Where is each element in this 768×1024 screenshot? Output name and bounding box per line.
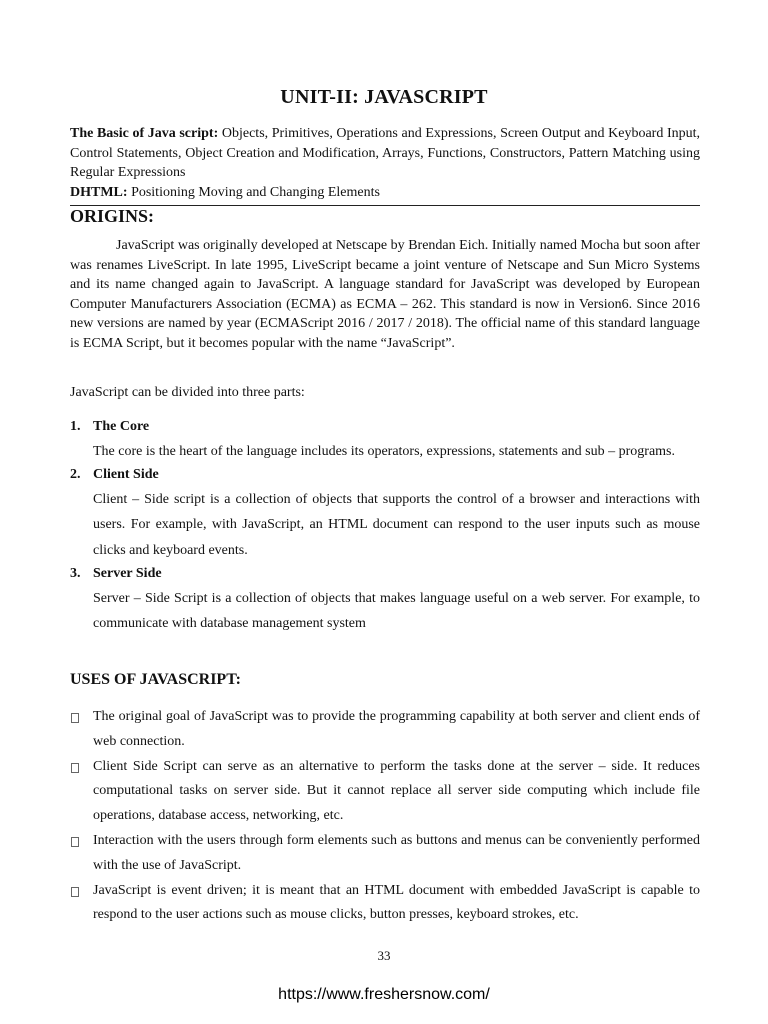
uses-list — [70, 705, 700, 928]
list-item — [70, 705, 700, 754]
part-description: The core is the heart of the language includes its operators, expressions, statements and sub – programs. — [93, 444, 676, 459]
part-title: Client Side — [93, 467, 159, 483]
footer-url-link[interactable]: https://www.freshersnow.com/ — [278, 986, 490, 1003]
syllabus-basics — [70, 124, 700, 183]
uses-heading: USES OF JAVASCRIPT: — [70, 671, 242, 688]
use-text: JavaScript is event driven; it is meant that an HTML document with embedded JavaScript is capable to respond to the user actions such as mouse clicks, button presses, keyboard strokes, etc. — [93, 882, 700, 923]
syllabus-basics-label: The Basic of Java script: — [70, 126, 219, 141]
use-text: The original goal of JavaScript was to provide the programming capability at both server and client ends of web connection. — [93, 709, 700, 749]
use-text: Interaction with the users through form elements such as buttons and menus can be conveniently performed with the use of JavaScript. — [93, 832, 700, 873]
list-item — [70, 418, 700, 464]
page-number: 33 — [377, 948, 391, 963]
use-text: Client Side Script can serve as an alternative to perform the tasks done at the server – side. It reduces computational tasks on server side. But it cannot replace all server side computing which include file operations, database access, networking, etc. — [93, 758, 700, 823]
bullet-box-icon — [71, 713, 79, 723]
bullet-box-icon — [71, 887, 79, 897]
bullet-box-icon — [71, 763, 79, 773]
part-number: 3. — [70, 565, 81, 581]
part-number: 2. — [70, 467, 81, 483]
origins-paragraph: JavaScript was originally developed at Netscape by Brendan Eich. Initially named Mocha but soon after was renames LiveScript. In late 1995, LiveScript became a joint venture of Netscape and Sun Micro Systems and its name changed again to JavaScript. A language standard for JavaScript was developed by European Computer Manufacturers Association (ECMA) as ECMA – 262. This standard is now in Version6. Since 2016 new versions are named by year (ECMAScript 2016 / 2017 / 2018). The official name of this standard language is ECMA Script, but it becomes popular with the name “JavaScript”. — [70, 238, 700, 351]
syllabus-basics-text: Objects, Primitives, Operations and Expressions, Screen Output and Keyboard Input, Control Statements, Object Creation and Modification, Arrays, Functions, Constructors, Pattern Matching using Regular Expressions — [70, 126, 701, 180]
part-description: Server – Side Script is a collection of objects that makes language useful on a web server. For example, to communicate with database management system — [93, 590, 700, 632]
list-item — [70, 879, 700, 928]
page-title: UNIT-II: JAVASCRIPT — [280, 86, 488, 108]
bullet-box-icon — [71, 837, 79, 847]
parts-intro: JavaScript can be divided into three parts: — [70, 385, 305, 400]
horizontal-divider — [70, 205, 700, 206]
list-item — [70, 829, 700, 878]
parts-list — [70, 418, 700, 636]
part-description: Client – Side script is a collection of objects that supports the control of a browser and interactions with users. For example, with JavaScript, an HTML document can respond to the user inputs such as mouse clicks and keyboard events. — [93, 492, 700, 558]
origins-heading: ORIGINS: — [70, 206, 155, 226]
syllabus-dhtml-label: DHTML: — [70, 184, 128, 200]
syllabus-block — [70, 124, 700, 202]
list-item — [70, 565, 700, 636]
part-number: 1. — [70, 419, 81, 434]
part-title: Server Side — [93, 565, 162, 581]
list-item — [70, 466, 700, 563]
syllabus-dhtml-text: Positioning Moving and Changing Elements — [131, 184, 380, 200]
list-item — [70, 755, 700, 829]
part-title: The Core — [93, 419, 150, 434]
syllabus-dhtml — [70, 183, 700, 203]
